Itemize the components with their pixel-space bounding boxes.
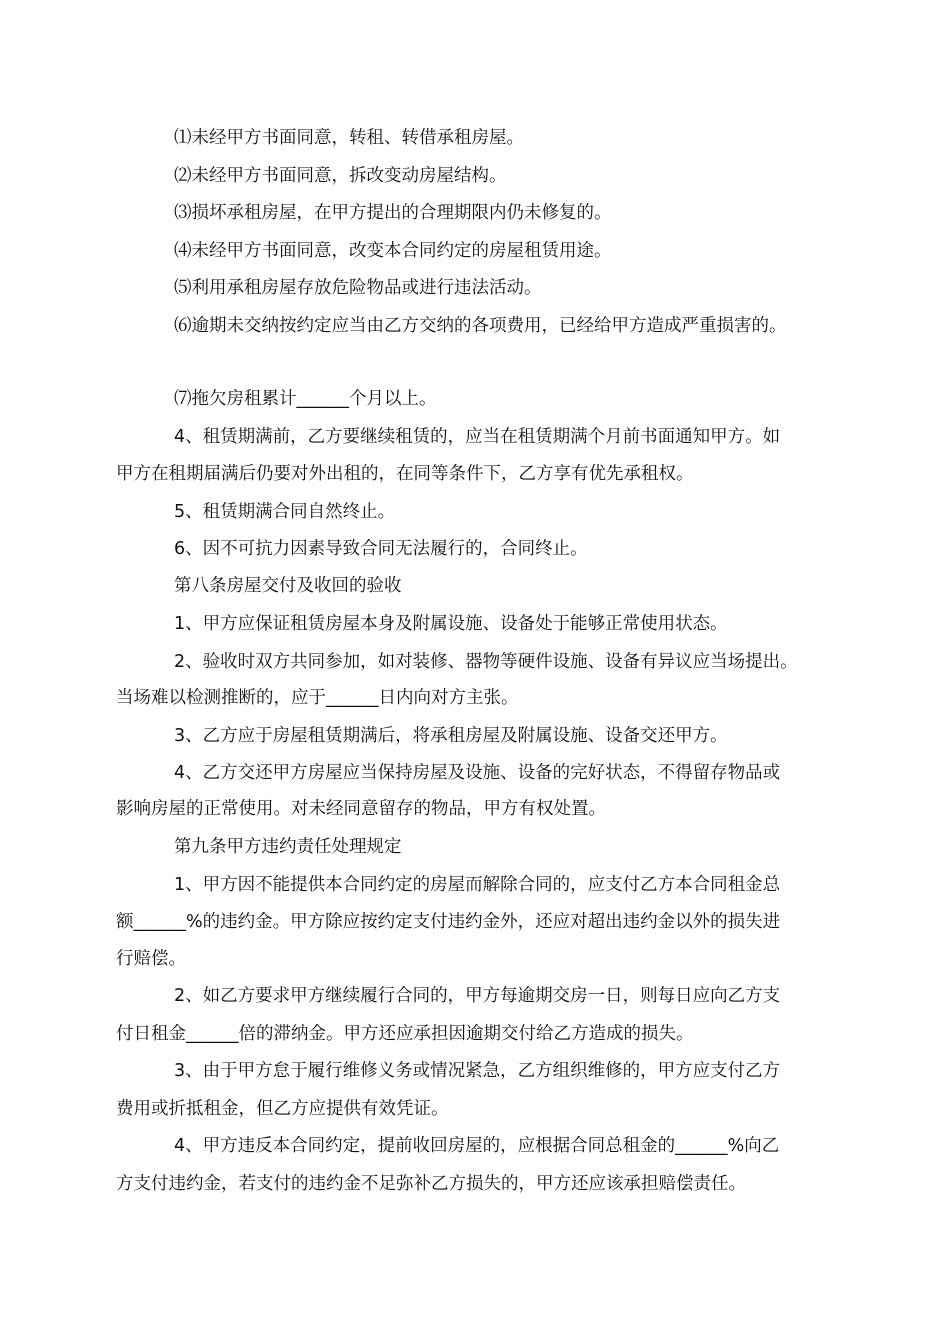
clause-item-4: ⑷未经甲方书面同意，改变本合同约定的房屋租赁用途。 [174, 241, 612, 261]
paragraph-line: 付日租金______倍的滞纳金。甲方还应承担因逾期交付给乙方造成的损失。 [116, 1024, 694, 1044]
clause-item-3: ⑶损坏承租房屋，在甲方提出的合理期限内仍未修复的。 [174, 203, 612, 223]
paragraph-line: 行赔偿。 [116, 949, 186, 969]
paragraph-line: 2、验收时双方共同参加，如对装修、器物等硬件设施、设备有异议应当场提出。 [174, 652, 798, 672]
paragraph-line: 影响房屋的正常使用。对未经同意留存的物品，甲方有权处置。 [116, 799, 606, 819]
paragraph-line: 2、如乙方要求甲方继续履行合同的，甲方每逾期交房一日，则每日应向乙方支 [174, 986, 781, 1006]
paragraph-line: 5、租赁期满合同自然终止。 [174, 502, 396, 522]
paragraph-line: 1、甲方因不能提供本合同约定的房屋而解除合同的，应支付乙方本合同租金总 [174, 875, 781, 895]
clause-item-6: ⑹逾期未交纳按约定应当由乙方交纳的各项费用，已经给甲方造成严重损害的。 [174, 316, 787, 336]
paragraph-line: 额______%的违约金。甲方除应按约定支付违约金外，还应对超出违约金以外的损失进 [116, 912, 781, 932]
paragraph-line: 当场难以检测推断的，应于______日内向对方主张。 [116, 688, 519, 708]
clause-item-7: ⑺拖欠房租累计______个月以上。 [174, 389, 437, 409]
paragraph-line: 3、乙方应于房屋租赁期满后，将承租房屋及附属设施、设备交还甲方。 [174, 726, 728, 746]
paragraph-line: 甲方在租期届满后仍要对外出租的，在同等条件下，乙方享有优先承租权。 [116, 464, 694, 484]
clause-item-1: ⑴未经甲方书面同意，转租、转借承租房屋。 [174, 128, 524, 148]
clause-item-2: ⑵未经甲方书面同意，拆改变动房屋结构。 [174, 166, 507, 186]
section-heading-9: 第九条甲方违约责任处理规定 [174, 837, 402, 857]
paragraph-line: 4、甲方违反本合同约定，提前收回房屋的，应根据合同总租金的______%向乙 [174, 1136, 780, 1156]
section-heading-8: 第八条房屋交付及收回的验收 [174, 576, 402, 596]
clause-item-5: ⑸利用承租房屋存放危险物品或进行违法活动。 [174, 278, 542, 298]
paragraph-line: 3、由于甲方怠于履行维修义务或情况紧急，乙方组织维修的，甲方应支付乙方 [174, 1061, 781, 1081]
paragraph-line: 4、租赁期满前，乙方要继续租赁的，应当在租赁期满个月前书面通知甲方。如 [174, 427, 781, 447]
paragraph-line: 费用或折抵租金，但乙方应提供有效凭证。 [116, 1099, 449, 1119]
paragraph-line: 方支付违约金，若支付的违约金不足弥补乙方损失的，甲方还应该承担赔偿责任。 [116, 1174, 746, 1194]
paragraph-line: 4、乙方交还甲方房屋应当保持房屋及设施、设备的完好状态，不得留存物品或 [174, 763, 781, 783]
paragraph-line: 6、因不可抗力因素导致合同无法履行的，合同终止。 [174, 539, 588, 559]
paragraph-line: 1、甲方应保证租赁房屋本身及附属设施、设备处于能够正常使用状态。 [174, 614, 728, 634]
